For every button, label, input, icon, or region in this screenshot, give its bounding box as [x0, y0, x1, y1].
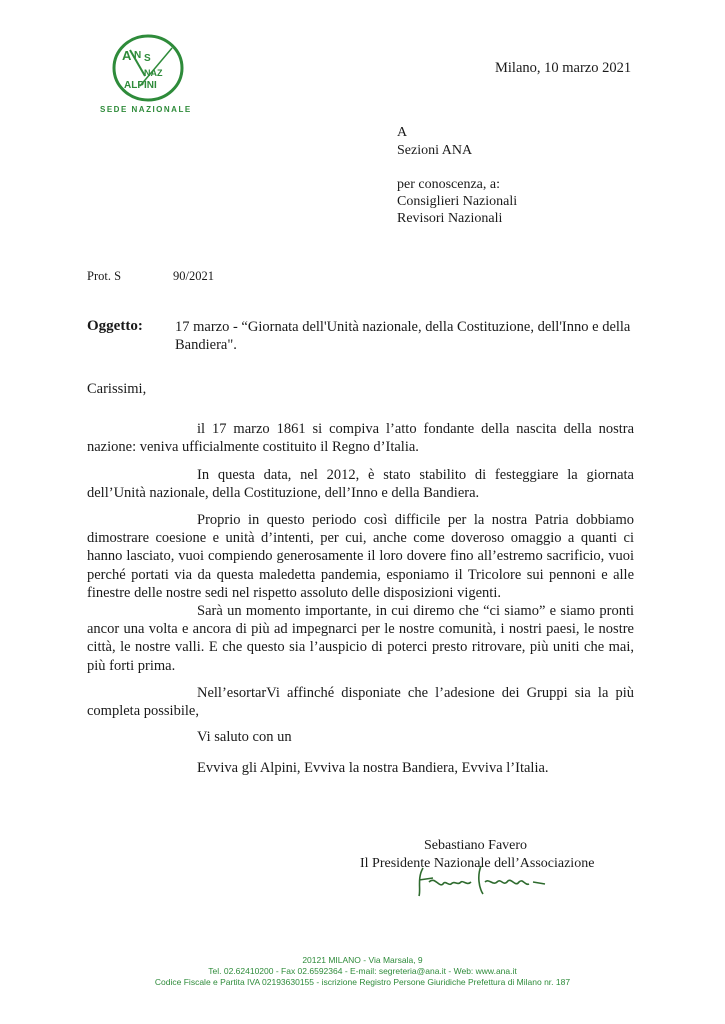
- letter-date: Milano, 10 marzo 2021: [495, 60, 632, 76]
- footer-contacts: Tel. 02.62410200 - Fax 02.6592364 - E-mail: segreteria@ana.it - Web: www.ana.it: [208, 966, 517, 976]
- svg-text:NAZ: NAZ: [144, 68, 163, 78]
- logo-subtitle: SEDE NAZIONALE: [100, 105, 192, 114]
- footer-address: 20121 MILANO - Via Marsala, 9: [302, 955, 423, 965]
- signatory-name: Sebastiano Favero: [424, 838, 528, 853]
- ana-logo-mark: [100, 30, 200, 110]
- recipient-name: Sezioni ANA: [397, 143, 473, 158]
- protocol-number: 90/2021: [173, 269, 214, 283]
- cc-recipient: Consiglieri Nazionali: [397, 194, 518, 209]
- body-paragraph: Proprio in questo periodo così difficile per la nostra Patria dobbiamo dimostrare coesione e unità d’intenti, per cui, anche come doveroso omaggio a quanti ci hanno lasciato, vuoi compiendo generosamente il loro dovere fino all’estremo sacrificio, vuoi perché portati via da questa maledetta pandemia, esponiamo il Tricolore sui pennoni e alle finestre delle nostre sedi nel rispetto assoluto delle disposizioni vigenti.: [87, 512, 634, 601]
- svg-text:ALPINI: ALPINI: [124, 80, 157, 91]
- subject-text: 17 marzo - “Giornata dell'Unità nazionale, della Costituzione, dell'Inno e della Bandiera".: [175, 319, 631, 353]
- protocol-label: Prot. S: [87, 269, 122, 283]
- svg-text:N: N: [134, 50, 142, 61]
- svg-text:S: S: [144, 53, 151, 64]
- signatory-title: Il Presidente Nazionale dell’Associazione: [360, 856, 595, 871]
- handwritten-signature: [415, 858, 555, 900]
- body-paragraph: In questa data, nel 2012, è stato stabilito di festeggiare la giornata dell’Unità nazionale, della Costituzione, dell’Inno e della Bandiera.: [87, 467, 634, 502]
- greeting: Carissimi,: [87, 381, 147, 397]
- recipient-label: A: [397, 125, 408, 140]
- body-paragraph: il 17 marzo 1861 si compiva l’atto fondante della nascita della nostra nazione: veniva ufficialmente costituito il Regno d’Italia.: [87, 421, 634, 456]
- subject-label: Oggetto:: [87, 318, 143, 334]
- motto-line: Evviva gli Alpini, Evviva la nostra Bandiera, Evviva l’Italia.: [197, 760, 549, 776]
- cc-recipient: Revisori Nazionali: [397, 211, 503, 226]
- cc-label: per conoscenza, a:: [397, 177, 500, 192]
- body-paragraph: Sarà un momento importante, in cui diremo che “ci siamo” e siamo pronti ancor una volta e ancora di più ad impegnarci per le nostre comunità, i nostri paesi, le nostre città, le nostre valli. E che questo sia l’auspicio di poterci presto ritrovare, più uniti che mai, più forti prima.: [87, 603, 634, 674]
- body-paragraph: Nell’esortarVi affinché disponiate che l’adesione dei Gruppi sia la più completa possibile,: [87, 685, 634, 720]
- closing-line: Vi saluto con un: [197, 729, 292, 745]
- svg-text:A: A: [122, 48, 132, 63]
- footer-legal: Codice Fiscale e Partita IVA 02193630155 - iscrizione Registro Persone Giuridiche Prefettura di Milano nr. 187: [154, 977, 571, 987]
